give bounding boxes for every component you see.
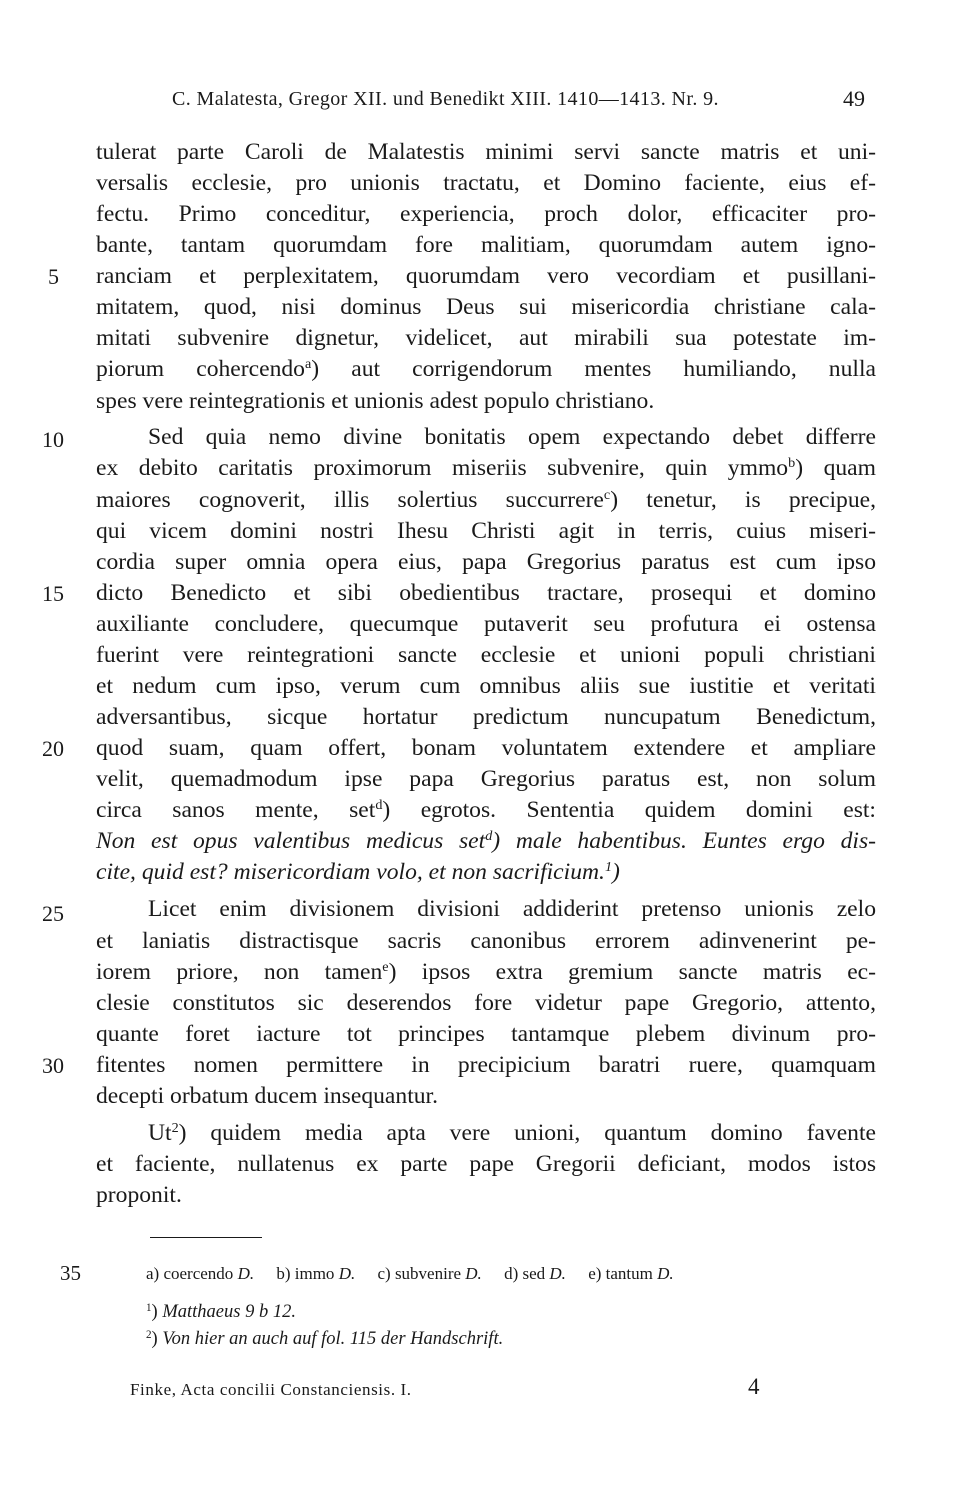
text-line: maiores cognoverit, illis solertius succurrere$^c$) tenetur, is precipue,	[96, 487, 876, 513]
variant-note: d) sed D.	[504, 1264, 566, 1283]
variant-note: b) immo D.	[276, 1264, 356, 1283]
text-line: mitatem, quod, nisi dominus Deus sui misericordia christiane cala-	[96, 294, 876, 320]
text-line: cordia super omnia opera eius, papa Gregorius paratus est cum ipso	[96, 549, 876, 575]
text-line: bante, tantam quorumdam fore malitiam, quorumdam autem igno-	[96, 232, 876, 258]
text-line: iorem priore, non tamen$^e$) ipsos extra gremium sancte matris ec-	[96, 959, 876, 985]
text-line: fectu. Primo conceditur, experiencia, proch dolor, efficaciter pro-	[96, 201, 876, 227]
footnote-marker: c	[603, 487, 611, 504]
variant-note: e) tantum D.	[588, 1264, 674, 1283]
variant-footnotes	[146, 1262, 674, 1286]
text-line: ranciam et perplexitatem, quorumdam vero vecordiam et pusillani-	[96, 263, 876, 289]
text-line: proponit.	[96, 1182, 182, 1208]
text-line: dicto Benedicto et sibi obedientibus tractare, prosequi et domino	[96, 580, 876, 606]
page-number: 49	[843, 86, 865, 111]
line-number: 5	[48, 264, 59, 289]
signature-line: Finke, Acta concilii Constanciensis. I.	[130, 1380, 412, 1399]
footnote-2: $^2$) Von hier an auch auf fol. 115 der Handschrift.	[146, 1328, 504, 1349]
footnote-marker: d	[485, 828, 493, 845]
line-number: 10	[42, 427, 64, 452]
footnote-marker: b	[788, 455, 796, 472]
text-line: mitati subvenire dignetur, videlicet, aut mirabili sua potestate im-	[96, 325, 876, 351]
text-line: ex debito caritatis proximorum miseriis subvenire, quin ymmo$^b$) quam	[96, 455, 876, 481]
text-line: et nedum cum ipso, verum cum omnibus aliis sue iustitie et veritati	[96, 673, 876, 699]
text-line: Ut$^2$) quidem media apta vere unioni, quantum domino favente	[148, 1120, 876, 1146]
line-number: 35	[60, 1261, 81, 1285]
text-line: fuerint vere reintegrationi sancte ecclesie et unioni populi christiani	[96, 642, 876, 668]
footnote-1: $^1$) Matthaeus 9 b 12.	[146, 1301, 296, 1322]
sheet-number: 4	[748, 1374, 760, 1399]
footnote-rule	[150, 1237, 262, 1238]
running-head: C. Malatesta, Gregor XII. und Benedikt XIII. 1410—1413. Nr. 9.	[172, 88, 719, 110]
text-line: quod suam, quam offert, bonam voluntatem extendere et ampliare	[96, 735, 876, 761]
text-line: Licet enim divisionem divisioni addiderint pretenso unionis zelo	[148, 896, 876, 922]
text-line: adversantibus, sicque hortatur predictum nuncupatum Benedictum,	[96, 704, 876, 730]
text-line: velit, quemadmodum ipse papa Gregorius paratus est, non solum	[96, 766, 876, 792]
line-number: 20	[42, 736, 64, 761]
text-line: piorum cohercendo$^a$) aut corrigendorum mentes humiliando, nulla	[96, 356, 876, 382]
variant-note: a) coercendo D.	[146, 1264, 255, 1283]
text-line: versalis ecclesie, pro unionis tractatu, et Domino faciente, eius ef-	[96, 170, 876, 196]
footnote-marker: 2	[171, 1120, 179, 1137]
text-line: Sed quia nemo divine bonitatis opem expectando debet differre	[148, 424, 876, 450]
footnote-marker: e	[382, 959, 389, 976]
variant-note: c) subvenire D.	[377, 1264, 482, 1283]
line-number: 25	[42, 901, 64, 926]
line-number: 15	[42, 581, 64, 606]
text-line: qui vicem domini nostri Ihesu Christi agit in terris, cuius miseri-	[96, 518, 876, 544]
text-line: cite, quid est? misericordiam volo, et non sacrificium.$^1$)	[96, 859, 620, 885]
footnote-marker: a	[304, 356, 312, 373]
footnote-marker: 1	[604, 859, 613, 876]
text-line: clesie constitutos sic deserendos fore videtur pape Gregorio, attento,	[96, 990, 876, 1016]
text-line: auxiliante concludere, quecumque putaverit seu profutura ei ostensa	[96, 611, 876, 637]
text-line: tulerat parte Caroli de Malatestis minimi servi sancte matris et uni-	[96, 139, 876, 165]
text-line: quante foret iacture tot principes tantamque plebem divinum pro-	[96, 1021, 876, 1047]
text-line: decepti orbatum ducem insequantur.	[96, 1083, 439, 1109]
line-number: 30	[42, 1053, 64, 1078]
text-line: et laniatis distractisque sacris canonibus errorem adinvenerint pe-	[96, 928, 876, 954]
text-line: fitentes nomen permittere in precipicium baratri ruere, quamquam	[96, 1052, 876, 1078]
text-line: spes vere reintegrationis et unionis adest populo christiano.	[96, 388, 655, 414]
text-line: et faciente, nullatenus ex parte pape Gregorii deficiant, modos istos	[96, 1151, 876, 1177]
footnote-marker: d	[375, 797, 383, 814]
text-line: Non est opus valentibus medicus set$^d$) male habentibus. Euntes ergo dis-	[96, 828, 876, 854]
text-line: circa sanos mente, set$^d$) egrotos. Sententia quidem domini est:	[96, 797, 876, 823]
